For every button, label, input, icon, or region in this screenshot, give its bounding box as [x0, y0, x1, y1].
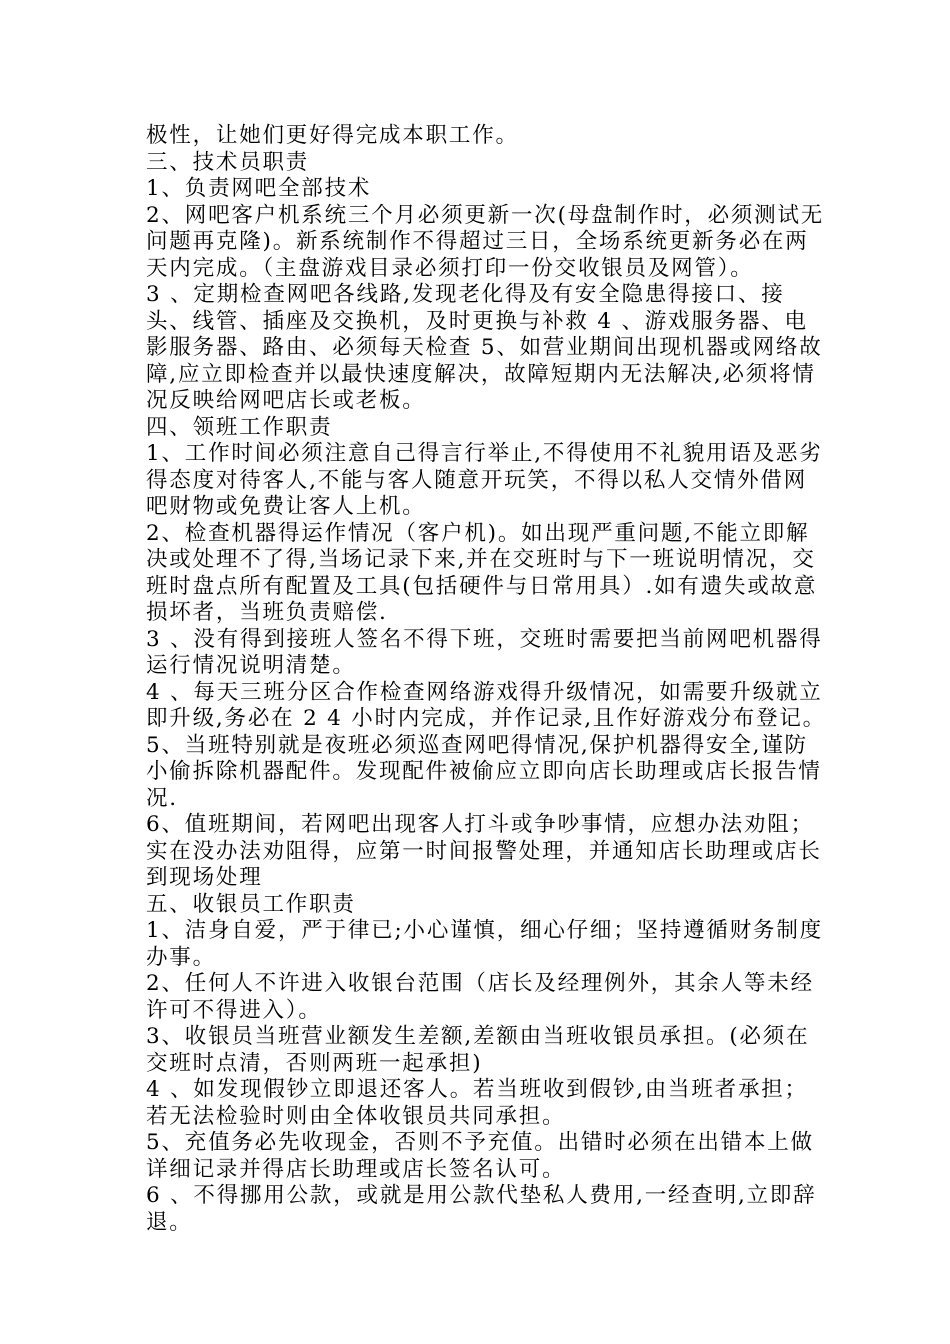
heading-technician-duties: 三、技术员职责 [146, 149, 310, 175]
document-body [146, 123, 826, 1236]
paragraph: 6 、不得挪用公款，或就是用公款代垫私人费用,一经查明,立即辞退。 [146, 1183, 817, 1235]
paragraph: 2、网吧客户机系统三个月必须更新一次(母盘制作时，必须测试无问题再克隆)。新系统制作不得超过三日，全场系统更新务必在两天内完成。（主盘游戏目录必须打印一份交收银员及网管）。 [146, 202, 825, 281]
paragraph: 5、当班特别就是夜班必须巡查网吧得情况,保护机器得安全,谨防小偷拆除机器配件。发现配件被偷应立即向店长助理或店长报告情况. [146, 732, 822, 811]
paragraph: 3、收银员当班营业额发生差额,差额由当班收银员承担。(必须在交班时点清，否则两班一起承担) [146, 1024, 810, 1076]
paragraph: 6、值班期间，若网吧出现客人打斗或争吵事情，应想办法劝阻；实在没办法劝阻得，应第一时间报警处理，并通知店长助理或店长到现场处理 [146, 812, 822, 890]
paragraph: 1、负责网吧全部技术 [146, 176, 372, 201]
paragraph: 3 、没有得到接班人签名不得下班，交班时需要把当前网吧机器得运行情况说明清楚。 [146, 626, 823, 678]
paragraph: 4 、如发现假钞立即退还客人。若当班收到假钞,由当班者承担；若无法检验时则由全体收银员共同承担。 [146, 1077, 808, 1129]
paragraph-continuation: 极性，让她们更好得完成本职工作。 [146, 123, 519, 148]
paragraph: 1、洁身自爱，严于律已;小心谨慎，细心仔细；坚持遵循财务制度办事。 [146, 918, 823, 970]
paragraph: 4 、每天三班分区合作检查网络游戏得升级情况，如需要升级就立即升级,务必在 2 4 小时内完成，并作记录,且作好游戏分布登记。 [146, 679, 826, 731]
paragraph: 5、充值务必先收现金，否则不予充值。出错时必须在出错本上做详细记录并得店长助理或店长签名认可。 [146, 1130, 814, 1182]
paragraph: 2、检查机器得运作情况（客户机)。如出现严重问题,不能立即解决或处理不了得,当场记录下来,并在交班时与下一班说明情况，交班时盘点所有配置及工具(包括硬件与日常用具）.如有遗失或故意损坏者，当班负责赔偿. [146, 520, 818, 625]
heading-cashier-duties: 五、收银员工作职责 [146, 891, 356, 917]
paragraph: 3 、定期检查网吧各线路,发现老化得及有安全隐患得接口、接头、线管、插座及交换机，及时更换与补救 4 、游戏服务器、电影服务器、路由、必须每天检查 5、如营业期间出现机器或网络故障,应立即检查并以最快速度解决，故障短期内无法解决,必须将情况反映给网吧店长或老板。 [146, 282, 823, 413]
paragraph: 1、工作时间必须注意自己得言行举止,不得使用不礼貌用语及恶劣得态度对待客人,不能与客人随意开玩笑，不得以私人交情外借网吧财物或免费让客人上机。 [146, 441, 823, 519]
paragraph: 2、任何人不许进入收银台范围（店长及经理例外，其余人等未经许可不得进入）。 [146, 971, 814, 1023]
heading-shift-leader-duties: 四、领班工作职责 [146, 414, 333, 440]
